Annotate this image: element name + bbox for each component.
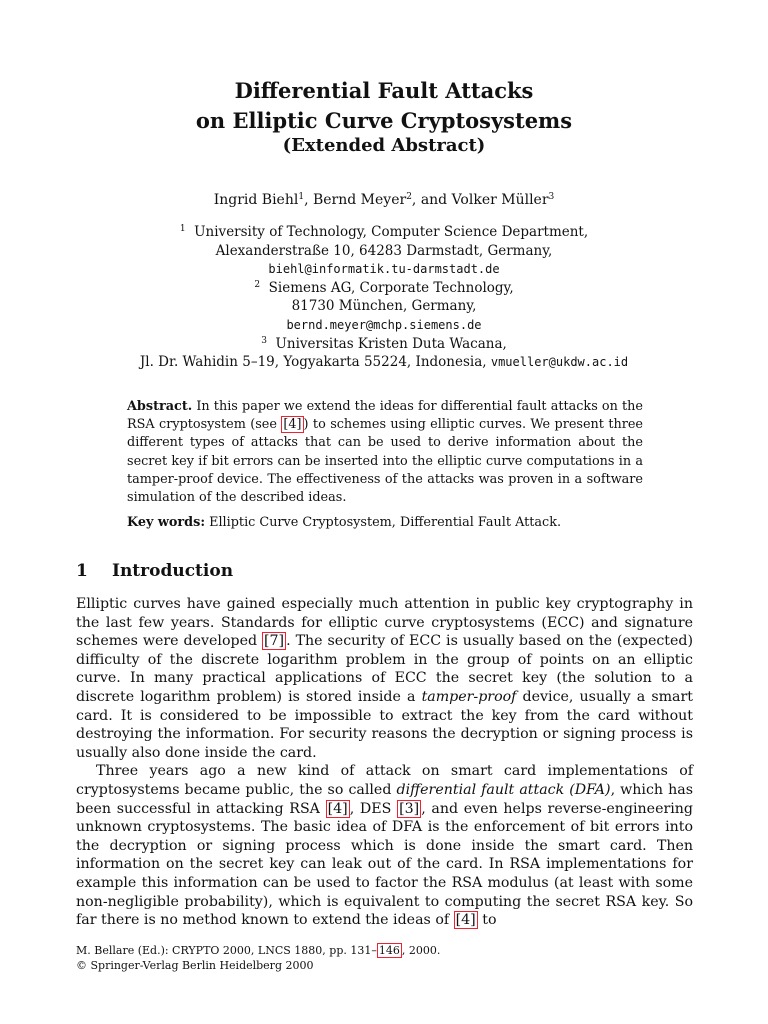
author-affil-mark: 1 (298, 192, 305, 202)
affiliation-line: $^3$ Universitas Kristen Duta Wacana, (261, 335, 507, 352)
affiliation-line: $^1$ University of Technology, Computer Science Department, (179, 224, 589, 240)
emphasis: tamper-proof (421, 688, 517, 705)
affiliation-email[interactable]: bernd.meyer@mchp.siemens.de (286, 317, 482, 332)
author-affil-mark: 2 (406, 192, 412, 202)
citation-link[interactable]: [3] (399, 800, 420, 817)
author-list (0, 190, 768, 210)
abstract-label: Abstract. (127, 399, 193, 414)
copyright-line: © Springer-Verlag Berlin Heidelberg 2000 (76, 959, 314, 972)
abstract-block: Abstract. In this paper we extend the ideas for differential fault attacks on the RSA cryptosystem (see [4] ) to schemes using elliptic curves. We present three different types of attacks that can be used to derive information about the secret key if bit errors can be inserted into the elliptic curve computations in a tamper-proof device. The effectiveness of the attacks was proven in a software simulation of the described ideas. (127, 399, 643, 506)
paragraph: Three years ago a new kind of attack on smart card implementations of cryptosystems became public, the so called differential fault attack (DFA), which has been successful in attacking RSA [4] , DES [3] , and even helps reverse-engineering unknown cryptosystems. The basic idea of DFA is the enforcement of bit errors into the decryption or signing process which is done inside the smart card. Then information on the secret key can leak out of the card. In RSA implementations for example this information can be used to factor the RSA modulus (at least with some non-negligible probability), which is equivalent to computing the secret RSA key. So far there is no method known to extend the ideas of [4] to (76, 763, 694, 929)
page-link[interactable]: 146 (378, 944, 400, 957)
affiliation-line: 81730 München, Germany, (291, 298, 477, 315)
section-title: Introduction (112, 561, 234, 581)
footer-citation (76, 943, 440, 973)
affiliation-line: Alexanderstraße 10, 64283 Darmstadt, Germany, (215, 242, 553, 259)
author-separator: , and (411, 192, 452, 208)
citation-link[interactable]: [7] (264, 633, 285, 650)
section-heading (76, 559, 233, 583)
author-separator: , (304, 192, 313, 208)
title-line-2: on Elliptic Curve Cryptosystems (195, 108, 573, 133)
body-text (76, 595, 693, 930)
citation-link[interactable]: [4] (455, 912, 476, 929)
keywords-label: Key words: (127, 515, 206, 530)
author-name: Bernd Meyer (312, 192, 407, 208)
emphasis: differential fault attack (DFA) (396, 781, 611, 798)
footer-line: M. Bellare (Ed.): CRYPTO 2000, LNCS 1880, pp. 131– 146 , 2000. (76, 944, 441, 957)
affiliation-email[interactable]: biehl@informatik.tu-darmstadt.de (268, 262, 500, 277)
author-name: Volker Müller (451, 192, 549, 208)
affiliations (0, 223, 768, 372)
keywords-block: Key words: Elliptic Curve Cryptosystem, Differential Fault Attack. (127, 515, 562, 530)
affil-number: 1 (179, 224, 186, 234)
affiliation-line: Jl. Dr. Wahidin 5–19, Yogyakarta 55224, Indonesia, vmueller@ukdw.ac.id (139, 354, 629, 371)
title-line-1: Differential Fault Attacks (234, 78, 534, 103)
paragraph: Elliptic curves have gained especially much attention in public key cryptography in the last few years. Standards for elliptic curve cryptosystems (ECC) and signature schemes were developed [7] . The security of ECC is usually based on the (expected) difficulty of the discrete logarithm problem in the group of points on an elliptic curve. In many practical applications of ECC the secret key (the solution to a discrete logarithm problem) is stored inside a tamper-proof device, usually a smart card. It is considered to be impossible to extract the key from the card without destroying the information. For security reasons the decryption or signing process is usually also done inside the card. (76, 596, 693, 761)
citation-link[interactable]: [4] (283, 417, 302, 433)
affil-number: 2 (254, 279, 261, 290)
paper-subtitle: (Extended Abstract) (282, 135, 486, 156)
affil-number: 3 (261, 335, 267, 346)
affiliation-line: $^2$ Siemens AG, Corporate Technology, (254, 279, 514, 296)
author-affil-mark: 3 (548, 192, 555, 202)
section-number: 1 (76, 561, 88, 581)
affiliation-email[interactable]: vmueller@ukdw.ac.id (490, 355, 629, 370)
citation-link[interactable]: [4] (327, 800, 348, 817)
author-name: Ingrid Biehl (213, 192, 299, 208)
paper-title (0, 76, 768, 136)
